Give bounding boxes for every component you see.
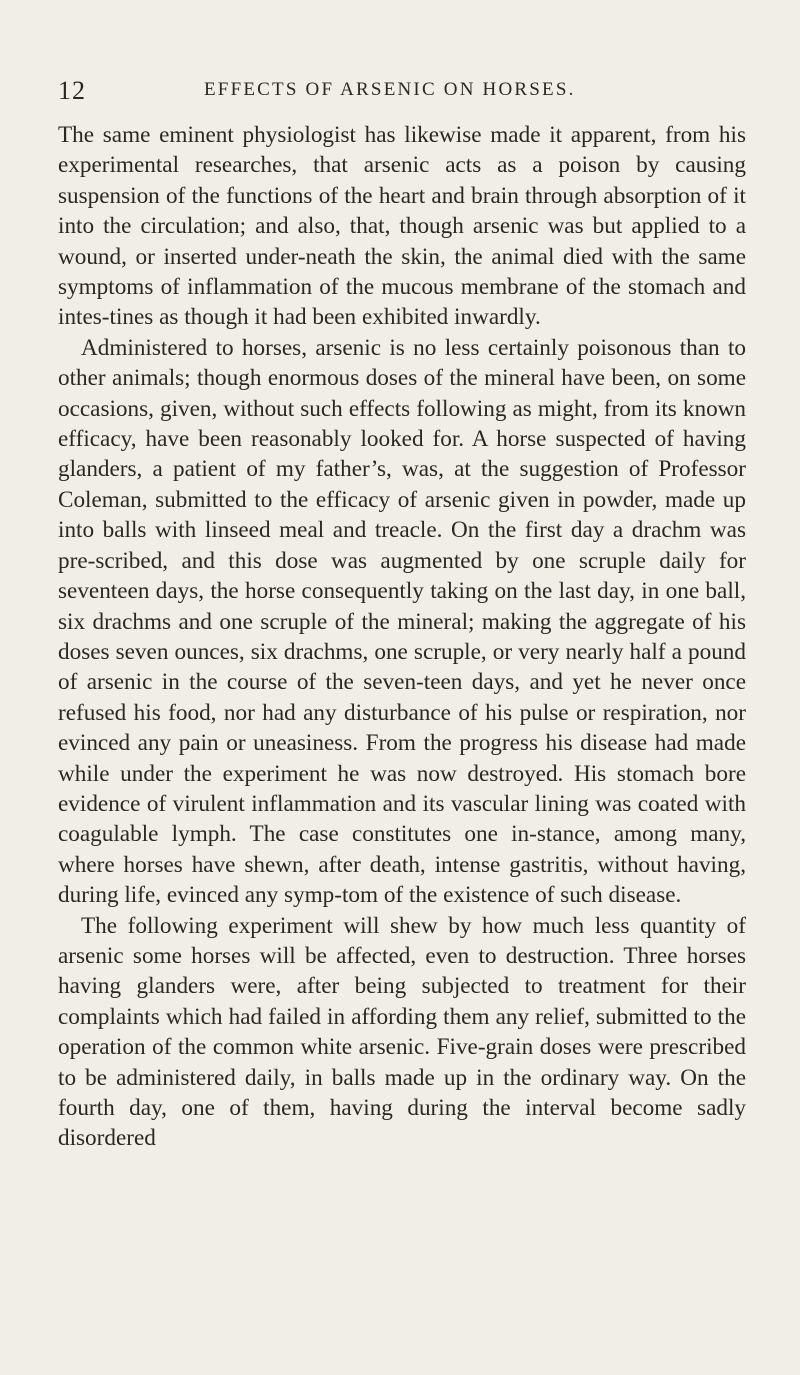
paragraph-1: The same eminent physiologist has likewise made it apparent, from his experimental researches, that arsenic acts as a poison by causing suspension of the functions of the heart and brain through absorption of it into the circulation; and also, that, though arsenic was but applied to a wound, or inserted under-neath the skin, the animal died with the same symptoms of inflammation of the mucous membrane of the stomach and intes-tines as though it had been exhibited inwardly. — [58, 122, 746, 331]
running-title: EFFECTS OF ARSENIC ON HORSES. — [204, 79, 576, 100]
paragraph-3: The following experiment will shew by how much less quantity of arsenic some horses will be affected, even to destruction. Three horses having glanders were, after being subjected to treatment for their complaints which had failed in affording them any relief, submitted to the operation of the common white arsenic. Five-grain doses were prescribed to be administered daily, in balls made up in the ordinary way. On the fourth day, one of them, having during the interval become sadly disordered — [58, 912, 746, 1152]
body-text — [58, 120, 746, 1154]
paragraph-2: Administered to horses, arsenic is no less certainly poisonous than to other animals; though enormous doses of the mineral have been, on some occasions, given, without such effects following as might, from its known efficacy, have been reasonably looked for. A horse suspected of having glanders, a patient of my father’s, was, at the suggestion of Professor Coleman, submitted to the efficacy of arsenic given in powder, made up into balls with linseed meal and treacle. On the first day a drachm was pre-scribed, and this dose was augmented by one scruple daily for seventeen days, the horse consequently taking on the last day, in one ball, six drachms and one scruple of the mineral; making the aggregate of his doses seven ounces, six drachms, one scruple, or very nearly half a pound of arsenic in the course of the seven-teen days, and yet he never once refused his food, nor had any disturbance of his pulse or respiration, nor evinced any pain or uneasiness. From the progress his disease had made while under the experiment he was now destroyed. His stomach bore evidence of virulent inflammation and its vascular lining was coated with coagulable lymph. The case constitutes one in-stance, among many, where horses have shewn, after death, intense gastritis, without having, during life, evinced any symp-tom of the existence of such disease. — [58, 334, 746, 909]
page-header — [58, 76, 746, 120]
page-number: 12 — [58, 76, 86, 105]
book-page — [58, 76, 746, 1154]
